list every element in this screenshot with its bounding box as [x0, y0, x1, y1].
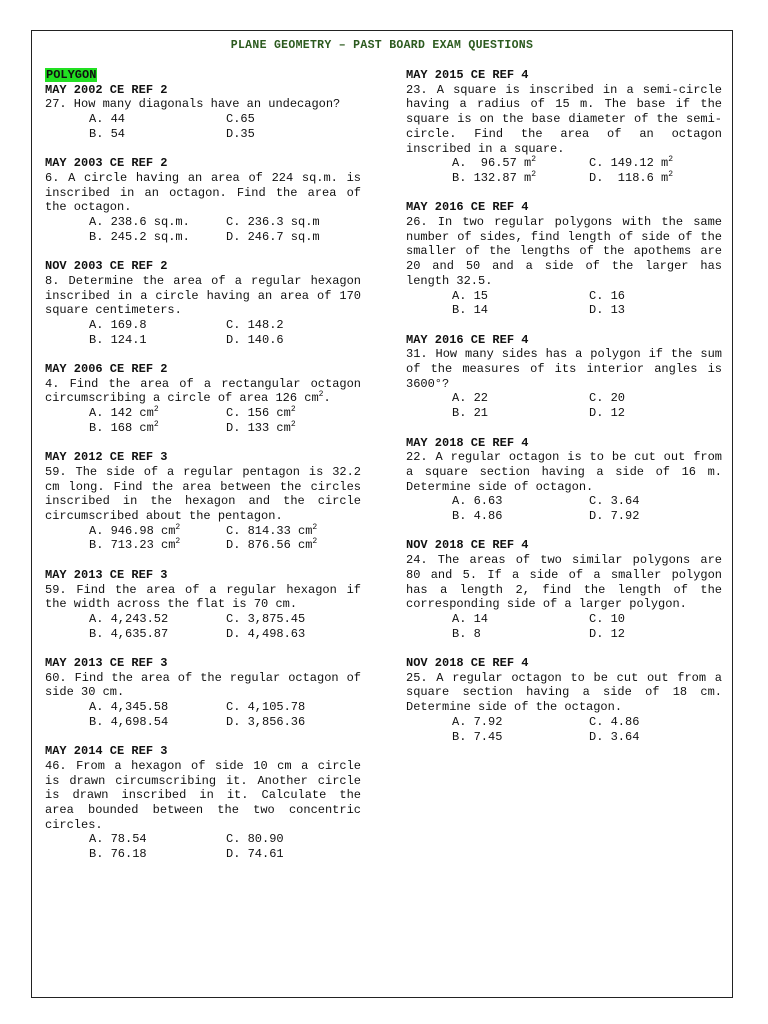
question-text: 23. A square is inscribed in a semi-circle having a radius of 15 m. The base if the square is on the base diameter of the semi-circle. Find the area of an octagon inscribed in a square.	[406, 82, 722, 156]
question-source: MAY 2013 CE REF 3	[45, 656, 168, 671]
answer-choice: B. 245.2 sq.m.	[89, 229, 190, 244]
answer-choice: A. 4,345.58	[89, 700, 169, 715]
question-block	[45, 362, 361, 436]
question-text: 31. How many sides has a polygon if the sum of the measures of its interior angles is 3600°?	[406, 347, 722, 391]
question-text: 6. A circle having an area of 224 sq.m. is inscribed in an octagon. Find the area of the octagon.	[45, 170, 361, 215]
answer-choice: C. 20	[589, 391, 626, 406]
choice-row	[45, 406, 361, 421]
question-source: MAY 2006 CE REF 2	[45, 362, 168, 377]
section-tag-polygon: POLYGON	[46, 68, 97, 82]
answer-choice: A. 14	[452, 611, 489, 626]
choice-row	[406, 715, 722, 730]
answer-choice: B. 168 $cm^2$	[89, 419, 159, 435]
answer-choice: D. 13	[589, 303, 626, 318]
choice-row	[406, 171, 722, 186]
answer-choice: D. 876.56 $cm^2$	[226, 537, 318, 553]
answer-choice: C. 3.64	[589, 494, 640, 509]
answer-choice: C. 149.12 $m^2$	[589, 155, 674, 171]
answer-choice: A. 946.98 $cm^2$	[89, 522, 181, 538]
answer-choice: A. 22	[452, 391, 489, 406]
right-question-list	[406, 68, 722, 744]
question-block	[45, 83, 361, 142]
answer-choice: A. 78.54	[89, 832, 147, 847]
question-block	[45, 259, 361, 347]
question-source: MAY 2018 CE REF 4	[406, 435, 529, 450]
choice-row	[406, 303, 722, 318]
choice-row	[45, 318, 361, 333]
choice-row	[45, 612, 361, 627]
answer-choice: D. 12	[589, 626, 626, 641]
answer-choice: A. 15	[452, 288, 489, 303]
question-block	[45, 744, 361, 862]
answer-choice: B. 713.23 $cm^2$	[89, 537, 181, 553]
question-source: MAY 2014 CE REF 3	[45, 744, 168, 759]
choice-row	[45, 627, 361, 642]
answer-choice: D. 74.61	[226, 847, 284, 862]
question-source: NOV 2003 CE REF 2	[45, 259, 168, 274]
answer-choice: C. 16	[589, 288, 626, 303]
question-text: 8. Determine the area of a regular hexagon inscribed in a circle having an area of 170 square centimeters.	[45, 273, 361, 318]
answer-choice: B. 21	[452, 406, 489, 421]
question-source: MAY 2012 CE REF 3	[45, 450, 168, 465]
answer-choice: B. 132.87 $m^2$	[452, 169, 537, 185]
choice-row	[45, 421, 361, 436]
question-text: 59. The side of a regular pentagon is 32.2 cm long. Find the area between the circles inscribed in the hexagon and the circle circumscribed about the pentagon.	[45, 464, 361, 524]
answer-choice: B. 7.45	[452, 729, 503, 744]
choice-row	[45, 333, 361, 348]
question-block	[45, 156, 361, 244]
question-source: MAY 2003 CE REF 2	[45, 156, 168, 171]
choice-row	[45, 524, 361, 539]
question-source: MAY 2013 CE REF 3	[45, 567, 168, 582]
answer-choice: D.35	[226, 126, 255, 141]
answer-choice: B. 4,698.54	[89, 714, 169, 729]
answer-choice: D. 118.6 $m^2$	[589, 169, 674, 185]
question-block	[406, 538, 722, 641]
question-text: 60. Find the area of the regular octagon of side 30 cm.	[45, 670, 361, 700]
question-block	[406, 200, 722, 318]
answer-choice: D. 133 $cm^2$	[226, 419, 296, 435]
question-source: MAY 2002 CE REF 2	[45, 82, 168, 97]
answer-choice: C. 148.2	[226, 317, 284, 332]
choice-row	[406, 627, 722, 642]
answer-choice: D. 4,498.63	[226, 626, 306, 641]
question-source: MAY 2016 CE REF 4	[406, 200, 529, 215]
choice-row	[406, 730, 722, 745]
answer-choice: B. 4.86	[452, 509, 503, 524]
answer-choice: B. 76.18	[89, 847, 147, 862]
answer-choice: C. 10	[589, 611, 626, 626]
question-text: 46. From a hexagon of side 10 cm a circle is drawn circumscribing it. Another circle is drawn inscribed in it. Calculate the area bounded between the two concentric circles.	[45, 758, 361, 832]
answer-choice: C. 80.90	[226, 832, 284, 847]
choice-row	[406, 156, 722, 171]
choice-row	[406, 612, 722, 627]
answer-choice: A. 238.6 sq.m.	[89, 215, 190, 230]
answer-choice: A. 96.57 $m^2$	[452, 155, 537, 171]
question-block	[45, 568, 361, 642]
choice-row	[45, 127, 361, 142]
choice-row	[45, 230, 361, 245]
answer-choice: C. 3,875.45	[226, 611, 306, 626]
choice-row	[406, 494, 722, 509]
question-text: 22. A regular octagon is to be cut out from a square section having a side of 16 m. Determine side of octagon.	[406, 450, 722, 494]
answer-choice: D. 12	[589, 406, 626, 421]
choice-row	[406, 509, 722, 524]
choice-row	[45, 215, 361, 230]
question-block	[406, 68, 722, 186]
answer-choice: C. 236.3 sq.m	[226, 215, 320, 230]
answer-choice: C. 4.86	[589, 714, 640, 729]
right-column	[406, 68, 722, 759]
answer-choice: B. 54	[89, 126, 126, 141]
answer-choice: C. 814.33 $cm^2$	[226, 522, 318, 538]
question-source: NOV 2018 CE REF 4	[406, 538, 529, 553]
choice-row	[45, 700, 361, 715]
question-text: 27. How many diagonals have an undecagon?	[45, 97, 341, 112]
choice-row	[406, 406, 722, 421]
question-block	[406, 436, 722, 524]
choice-row	[45, 847, 361, 862]
answer-choice: A. 4,243.52	[89, 611, 169, 626]
answer-choice: A. 7.92	[452, 714, 503, 729]
answer-choice: D. 3,856.36	[226, 714, 306, 729]
answer-choice: B. 14	[452, 303, 489, 318]
answer-choice: A. 169.8	[89, 317, 147, 332]
answer-choice: B. 8	[452, 626, 481, 641]
question-block	[406, 333, 722, 421]
answer-choice: C. 4,105.78	[226, 700, 306, 715]
question-block	[45, 450, 361, 553]
question-block	[45, 656, 361, 730]
choice-row	[406, 289, 722, 304]
question-text: 4. Find the area of a rectangular octagon circumscribing a circle of area 126 $cm^2$.	[45, 376, 361, 406]
question-text: 59. Find the area of a regular hexagon if the width across the flat is 70 cm.	[45, 582, 361, 612]
answer-choice: B. 124.1	[89, 332, 147, 347]
answer-choice: B. 4,635.87	[89, 626, 169, 641]
section-heading	[45, 68, 361, 83]
question-source: NOV 2018 CE REF 4	[406, 656, 529, 671]
choice-row	[406, 391, 722, 406]
question-source: MAY 2016 CE REF 4	[406, 332, 529, 347]
answer-choice: D. 246.7 sq.m	[226, 229, 320, 244]
answer-choice: D. 140.6	[226, 332, 284, 347]
answer-choice: A. 6.63	[452, 494, 503, 509]
choice-row	[45, 715, 361, 730]
answer-choice: C.65	[226, 112, 255, 127]
answer-choice: D. 3.64	[589, 729, 640, 744]
answer-choice: D. 7.92	[589, 509, 640, 524]
answer-choice: A. 44	[89, 112, 126, 127]
page-title: PLANE GEOMETRY – PAST BOARD EXAM QUESTIONS	[230, 39, 534, 52]
choice-row	[45, 538, 361, 553]
question-text: 26. In two regular polygons with the same number of sides, find length of side of the smaller of the lengths of the apothems are 20 and 50 and a side of the larger has length 32.5.	[406, 215, 722, 288]
left-question-list	[45, 83, 361, 862]
left-column	[45, 68, 361, 877]
question-block	[406, 656, 722, 744]
choice-row	[45, 112, 361, 127]
answer-choice: A. 142 $cm^2$	[89, 405, 159, 421]
question-text: 24. The areas of two similar polygons are 80 and 5. If a side of a smaller polygon has a length 2, find the length of the corresponding side of a larger polygon.	[406, 553, 722, 612]
question-source: MAY 2015 CE REF 4	[406, 68, 529, 82]
choice-row	[45, 832, 361, 847]
question-text: 25. A regular octagon to be cut out from a square section having a side of 18 cm. Determine side of the octagon.	[406, 670, 722, 715]
answer-choice: C. 156 $cm^2$	[226, 405, 296, 421]
